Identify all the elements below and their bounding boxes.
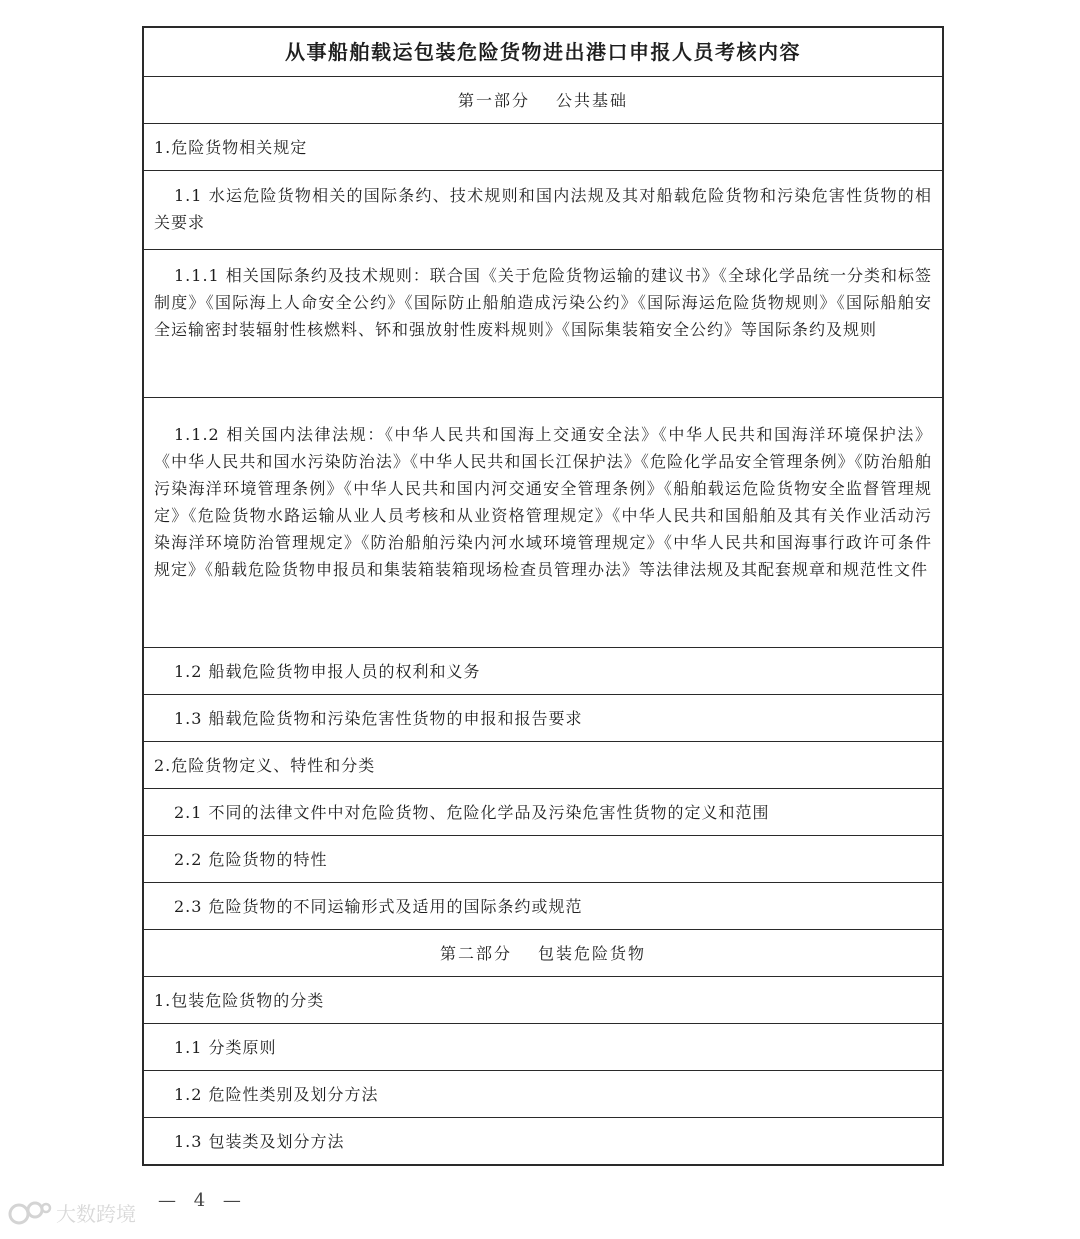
section-1-1-2 <box>144 397 942 647</box>
document-title: 从事船舶载运包装危险货物进出港口申报人员考核内容 <box>285 39 801 64</box>
part2-section-1-1: 1.1 分类原则 <box>144 1023 942 1070</box>
section-2-1: 2.1 不同的法律文件中对危险货物、危险化学品及污染危害性货物的定义和范围 <box>144 788 942 835</box>
part-one-label: 第一部分 <box>457 90 530 110</box>
assessment-content-table <box>142 26 944 1166</box>
part-one-name: 公共基础 <box>556 90 629 110</box>
part2-section-1-3: 1.3 包装类及划分方法 <box>144 1117 942 1164</box>
section-2-3: 2.3 危险货物的不同运输形式及适用的国际条约或规范 <box>144 882 942 929</box>
section-2-2: 2.2 危险货物的特性 <box>144 835 942 882</box>
section-1-1-text: 1.1 水运危险货物相关的国际条约、技术规则和国内法规及其对船载危险货物和污染危害性货物的相关要求 <box>154 186 932 232</box>
part-two-heading <box>144 929 942 976</box>
watermark-text: 大数跨境 <box>56 1202 136 1226</box>
part-two-label: 第二部分 <box>439 943 512 963</box>
page-number: — 4 — <box>158 1190 247 1211</box>
watermark <box>8 1198 136 1227</box>
section-2: 2.危险货物定义、特性和分类 <box>144 741 942 788</box>
section-1-2: 1.2 船载危险货物申报人员的权利和义务 <box>144 647 942 694</box>
watermark-logo-icon <box>8 1199 52 1227</box>
section-1-1 <box>144 170 942 249</box>
section-1-1-2-text: 1.1.2 相关国内法律法规：《中华人民共和国海上交通安全法》《中华人民共和国海洋环境保护法》《中华人民共和国水污染防治法》《中华人民共和国长江保护法》《危险化学品安全管理条例》《防治船舶污染海洋环境管理条例》《中华人民共和国内河交通安全管理条例》《船舶载运危险货物安全监督管理规定》《危险货物水路运输从业人员考核和从业资格管理规定》《中华人民共和国船舶及其有关作业活动污染海洋环境防治管理规定》《防治船舶污染内河水域环境管理规定》《中华人民共和国海事行政许可条件规定》《船载危险货物申报员和集装箱装箱现场检查员管理办法》等法律法规及其配套规章和规范性文件 <box>154 425 932 579</box>
section-1-1-1 <box>144 249 942 397</box>
section-1: 1.危险货物相关规定 <box>144 123 942 170</box>
page-footer <box>0 1190 1080 1230</box>
part2-section-1: 1.包装危险货物的分类 <box>144 976 942 1023</box>
section-1-1-1-text: 1.1.1 相关国际条约及技术规则：联合国《关于危险货物运输的建议书》《全球化学品统一分类和标签制度》《国际海上人命安全公约》《国际防止船舶造成污染公约》《国际海运危险货物规则》《国际船舶安全运输密封装辐射性核燃料、钚和强放射性废料规则》《国际集装箱安全公约》等国际条约及规则 <box>154 266 932 339</box>
part2-section-1-2: 1.2 危险性类别及划分方法 <box>144 1070 942 1117</box>
section-1-3: 1.3 船载危险货物和污染危害性货物的申报和报告要求 <box>144 694 942 741</box>
part-two-name: 包装危险货物 <box>538 943 647 963</box>
part-one-heading <box>144 76 942 123</box>
